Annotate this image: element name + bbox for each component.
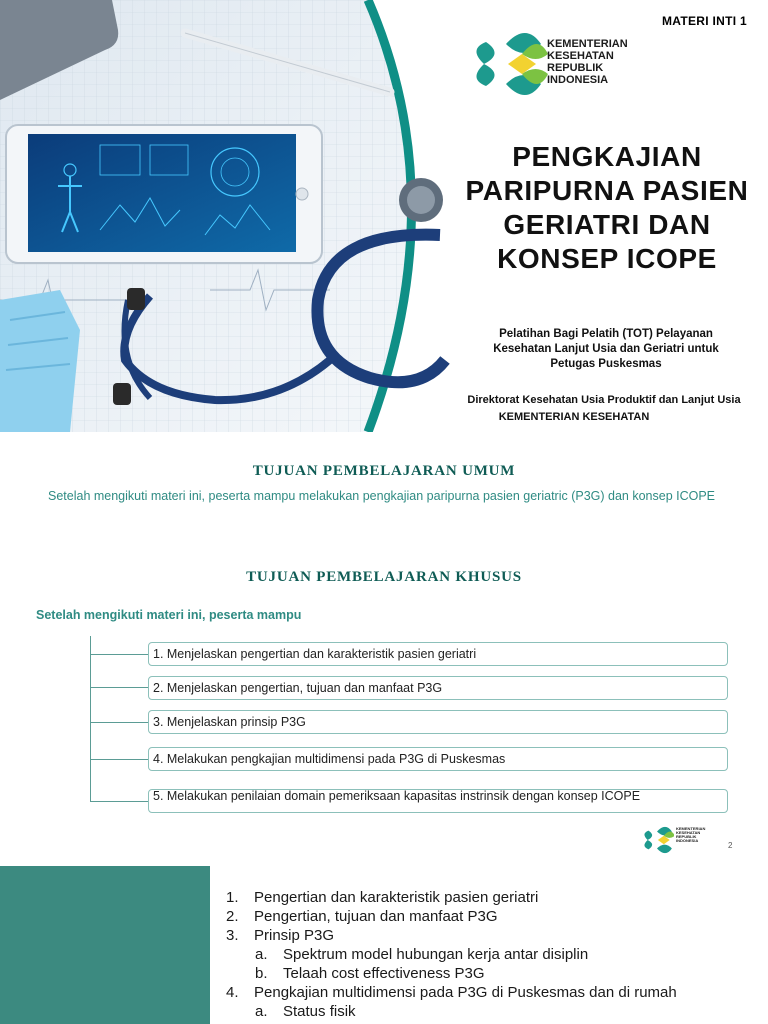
directorate-block: Direktorat Kesehatan Usia Produktif dan Lanjut Usia KEMENTERIAN KESEHATAN	[467, 394, 741, 423]
tree-branch	[90, 759, 150, 760]
objective-item: 2. Menjelaskan pengertian, tujuan dan manfaat P3G	[148, 676, 728, 700]
title-slide	[0, 0, 768, 432]
objectives-slide	[0, 443, 768, 869]
tree-connector	[90, 636, 91, 802]
kemenkes-logo-icon	[640, 823, 674, 857]
heading-specific-objectives: TUJUAN PEMBELAJARAN KHUSUS	[246, 569, 522, 585]
tree-branch	[90, 722, 150, 723]
tree-branch	[90, 687, 150, 688]
medical-hero-image	[0, 0, 450, 432]
specific-objectives-intro: Setelah mengikuti materi ini, peserta mampu	[36, 608, 302, 622]
objective-item: 3. Menjelaskan prinsip P3G	[148, 710, 728, 734]
slide-title: PENGKAJIAN PARIPURNA PASIEN GERIATRI DAN KONSEP ICOPE	[465, 141, 749, 274]
outline-list	[226, 888, 677, 1021]
list-subitem: b. Telaah cost effectiveness P3G	[255, 965, 485, 982]
tree-branch	[90, 801, 150, 802]
objective-item: 4. Melakukan pengkajian multidimensi pada P3G di Puskesmas	[148, 747, 728, 771]
small-logo-text: KEMENTERIAN KESEHATAN REPUBLIK INDONESIA	[676, 826, 706, 843]
objective-item: 5. Melakukan penilaian domain pemeriksaan kapasitas instrinsik dengan konsep ICOPE	[148, 789, 728, 813]
ministry-logo-text: KEMENTERIAN KESEHATAN REPUBLIK INDONESIA	[547, 38, 628, 86]
teal-side-panel	[0, 866, 210, 1024]
list-subitem: a. Spektrum model hubungan kerja antar disiplin	[255, 946, 589, 963]
heading-general-objective: TUJUAN PEMBELAJARAN UMUM	[252, 463, 516, 479]
outline-slide	[0, 866, 768, 1024]
general-objective-text: Setelah mengikuti materi ini, peserta mampu melakukan pengkajian paripurna pasien geriatric (P3G) dan konsep ICOPE	[48, 489, 716, 503]
list-item: 1. Pengertian dan karakteristik pasien geriatri	[226, 889, 539, 906]
list-item: 3. Prinsip P3G	[226, 927, 335, 944]
list-item: 4. Pengkajian multidimensi pada P3G di Puskesmas dan di rumah	[226, 984, 677, 1001]
list-item: 2. Pengertian, tujuan dan manfaat P3G	[226, 908, 498, 925]
page-number: 2	[728, 841, 733, 850]
training-subtitle: Pelatihan Bagi Pelatih (TOT) Pelayanan Kesehatan Lanjut Usia dan Geriatri untuk Petugas Puskesmas	[493, 328, 719, 370]
list-subitem: a. Status fisik	[255, 1003, 356, 1020]
tree-branch	[90, 654, 150, 655]
materi-label: MATERI INTI 1	[661, 14, 747, 28]
small-kemenkes-logo	[640, 823, 710, 859]
objective-item: 1. Menjelaskan pengertian dan karakteristik pasien geriatri	[148, 642, 728, 666]
